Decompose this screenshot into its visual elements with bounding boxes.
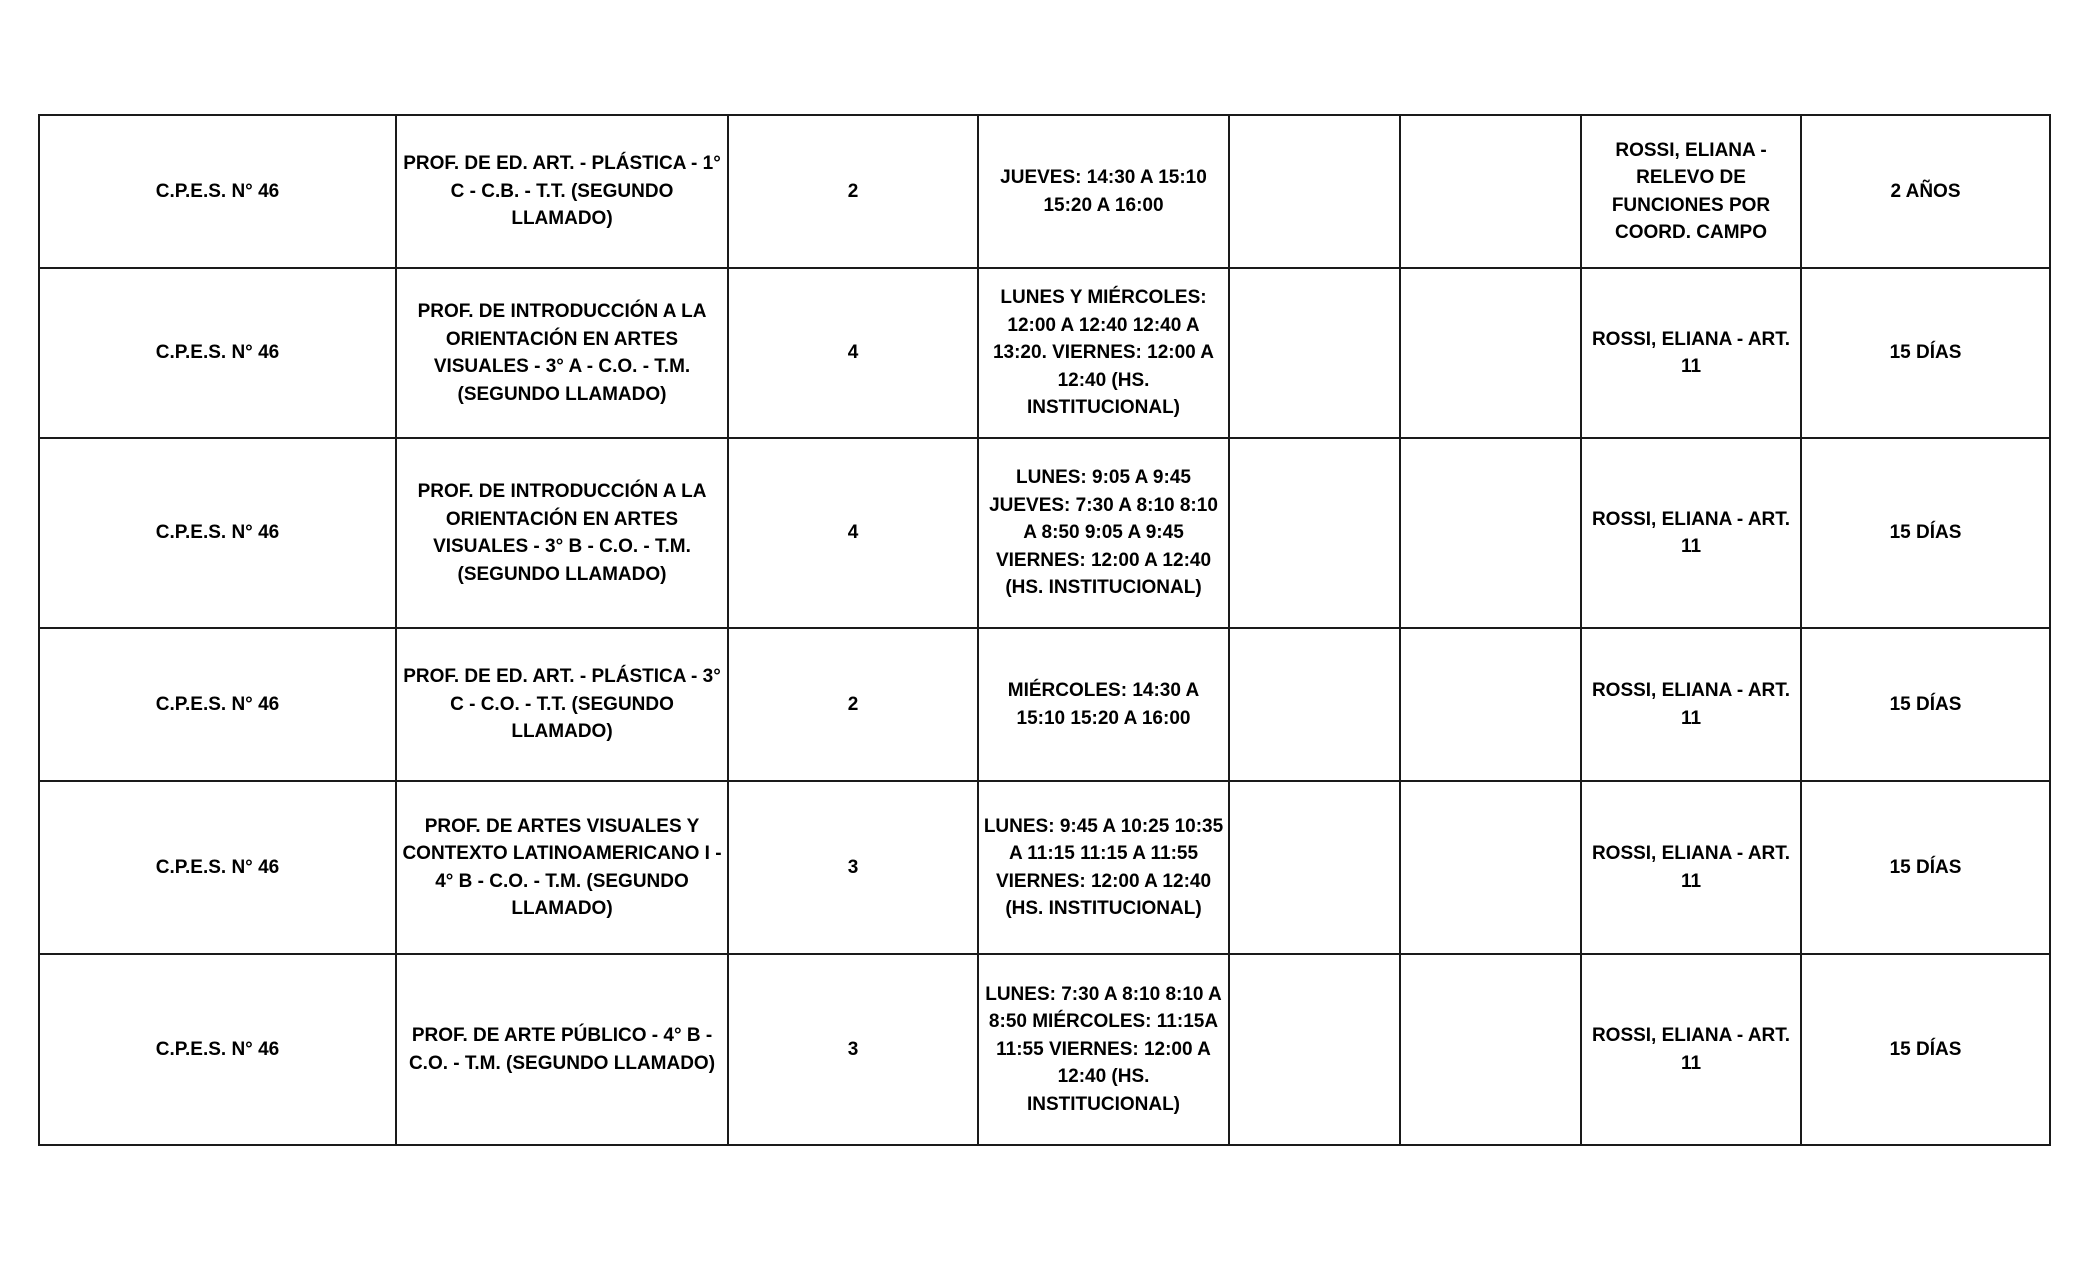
table-row xyxy=(39,781,2050,954)
empty-cell xyxy=(1400,781,1581,954)
school-cell: C.P.E.S. N° 46 xyxy=(39,628,396,781)
school-cell: C.P.E.S. N° 46 xyxy=(39,115,396,268)
empty-cell xyxy=(1400,628,1581,781)
replaces-cell: ROSSI, ELIANA - ART. 11 xyxy=(1581,781,1801,954)
school-cell: C.P.E.S. N° 46 xyxy=(39,954,396,1145)
hours-cell: 3 xyxy=(728,954,978,1145)
position-cell: PROF. DE ARTE PÚBLICO - 4° B - C.O. - T.M. (SEGUNDO LLAMADO) xyxy=(396,954,728,1145)
empty-cell xyxy=(1229,115,1400,268)
replaces-cell: ROSSI, ELIANA - ART. 11 xyxy=(1581,268,1801,438)
hours-cell: 4 xyxy=(728,268,978,438)
position-cell: PROF. DE ED. ART. - PLÁSTICA - 3° C - C.O. - T.T. (SEGUNDO LLAMADO) xyxy=(396,628,728,781)
school-cell: C.P.E.S. N° 46 xyxy=(39,438,396,628)
table-row xyxy=(39,438,2050,628)
table-row xyxy=(39,954,2050,1145)
empty-cell xyxy=(1229,268,1400,438)
schedule-cell: MIÉRCOLES: 14:30 A 15:10 15:20 A 16:00 xyxy=(978,628,1229,781)
school-cell: C.P.E.S. N° 46 xyxy=(39,268,396,438)
schedule-cell: LUNES: 9:45 A 10:25 10:35 A 11:15 11:15 A 11:55 VIERNES: 12:00 A 12:40 (HS. INSTITUCIONAL) xyxy=(978,781,1229,954)
empty-cell xyxy=(1400,438,1581,628)
replaces-cell: ROSSI, ELIANA - RELEVO DE FUNCIONES POR COORD. CAMPO xyxy=(1581,115,1801,268)
empty-cell xyxy=(1400,268,1581,438)
duration-cell: 15 DÍAS xyxy=(1801,438,2050,628)
position-cell: PROF. DE INTRODUCCIÓN A LA ORIENTACIÓN EN ARTES VISUALES - 3° B - C.O. - T.M. (SEGUNDO LLAMADO) xyxy=(396,438,728,628)
empty-cell xyxy=(1229,628,1400,781)
vacancy-table xyxy=(38,114,2051,1146)
hours-cell: 2 xyxy=(728,115,978,268)
hours-cell: 2 xyxy=(728,628,978,781)
position-cell: PROF. DE ED. ART. - PLÁSTICA - 1° C - C.B. - T.T. (SEGUNDO LLAMADO) xyxy=(396,115,728,268)
table-row xyxy=(39,115,2050,268)
schedule-cell: LUNES: 7:30 A 8:10 8:10 A 8:50 MIÉRCOLES: 11:15A 11:55 VIERNES: 12:00 A 12:40 (HS. INSTITUCIONAL) xyxy=(978,954,1229,1145)
position-cell: PROF. DE ARTES VISUALES Y CONTEXTO LATINOAMERICANO I - 4° B - C.O. - T.M. (SEGUNDO LLAMADO) xyxy=(396,781,728,954)
table-row xyxy=(39,628,2050,781)
duration-cell: 15 DÍAS xyxy=(1801,781,2050,954)
hours-cell: 3 xyxy=(728,781,978,954)
duration-cell: 15 DÍAS xyxy=(1801,268,2050,438)
schedule-cell: JUEVES: 14:30 A 15:10 15:20 A 16:00 xyxy=(978,115,1229,268)
empty-cell xyxy=(1229,781,1400,954)
hours-cell: 4 xyxy=(728,438,978,628)
table-row xyxy=(39,268,2050,438)
empty-cell xyxy=(1229,954,1400,1145)
replaces-cell: ROSSI, ELIANA - ART. 11 xyxy=(1581,954,1801,1145)
duration-cell: 15 DÍAS xyxy=(1801,628,2050,781)
position-cell: PROF. DE INTRODUCCIÓN A LA ORIENTACIÓN EN ARTES VISUALES - 3° A - C.O. - T.M. (SEGUNDO LLAMADO) xyxy=(396,268,728,438)
school-cell: C.P.E.S. N° 46 xyxy=(39,781,396,954)
empty-cell xyxy=(1400,954,1581,1145)
duration-cell: 2 AÑOS xyxy=(1801,115,2050,268)
schedule-cell: LUNES: 9:05 A 9:45 JUEVES: 7:30 A 8:10 8:10 A 8:50 9:05 A 9:45 VIERNES: 12:00 A 12:40 (HS. INSTITUCIONAL) xyxy=(978,438,1229,628)
empty-cell xyxy=(1229,438,1400,628)
empty-cell xyxy=(1400,115,1581,268)
duration-cell: 15 DÍAS xyxy=(1801,954,2050,1145)
schedule-cell: LUNES Y MIÉRCOLES: 12:00 A 12:40 12:40 A 13:20. VIERNES: 12:00 A 12:40 (HS. INSTITUCIONAL) xyxy=(978,268,1229,438)
replaces-cell: ROSSI, ELIANA - ART. 11 xyxy=(1581,628,1801,781)
replaces-cell: ROSSI, ELIANA - ART. 11 xyxy=(1581,438,1801,628)
